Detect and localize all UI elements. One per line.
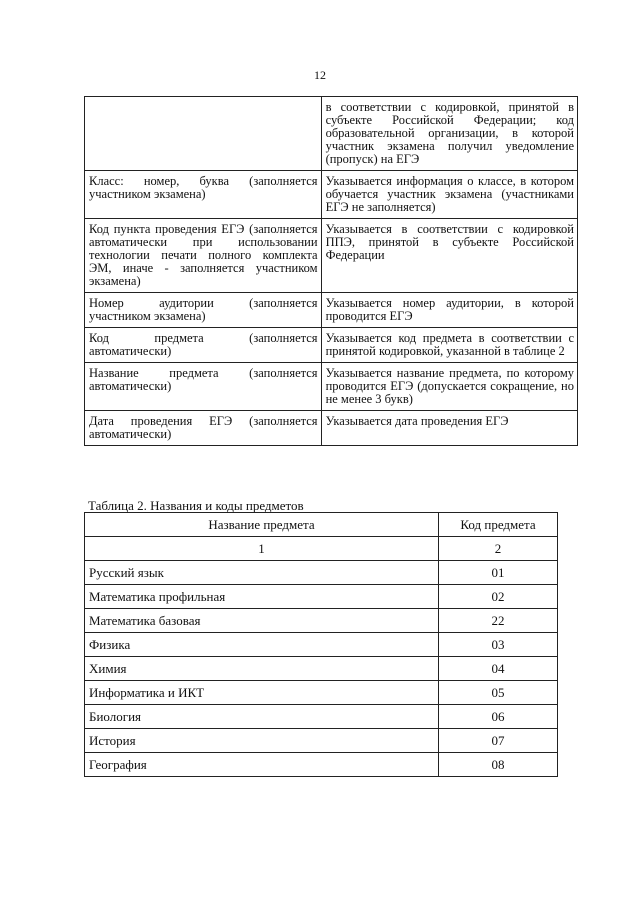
table-row [85, 561, 558, 585]
subject-code-cell: 01 [439, 561, 558, 585]
field-name-cell: Код предмета (заполняется автоматически) [85, 328, 322, 363]
table-row [85, 293, 578, 328]
subject-name-cell: Математика профильная [85, 585, 439, 609]
table-row [85, 171, 578, 219]
field-name-cell: Номер аудитории (заполняется участником экзамена) [85, 293, 322, 328]
table-row [85, 753, 558, 777]
table-row [85, 657, 558, 681]
table-row [85, 411, 578, 446]
subject-code-cell: 03 [439, 633, 558, 657]
subject-name-cell: Математика базовая [85, 609, 439, 633]
field-description-cell: Указывается информация о классе, в котором обучается участник экзамена (участниками ЕГЭ не заполняется) [321, 171, 577, 219]
column-number: 2 [439, 537, 558, 561]
page-number: 12 [314, 68, 326, 82]
subject-name-cell: История [85, 729, 439, 753]
field-description-cell: Указывается в соответствии с кодировкой ППЭ, принятой в субъекте Российской Федерации [321, 219, 577, 293]
subject-name-cell: Биология [85, 705, 439, 729]
table-caption: Таблица 2. Названия и коды предметов [88, 498, 304, 513]
field-name-cell: Дата проведения ЕГЭ (заполняется автоматически) [85, 411, 322, 446]
fields-description-table [84, 96, 578, 446]
field-name-cell: Название предмета (заполняется автоматически) [85, 363, 322, 411]
subject-code-cell: 08 [439, 753, 558, 777]
subjects-codes-table [84, 512, 558, 777]
table-row [85, 609, 558, 633]
subject-name-cell: Русский язык [85, 561, 439, 585]
field-name-cell [85, 97, 322, 171]
column-number: 1 [85, 537, 439, 561]
subject-code-cell: 05 [439, 681, 558, 705]
table-row [85, 633, 558, 657]
subject-code-cell: 06 [439, 705, 558, 729]
field-description-cell: Указывается код предмета в соответствии с принятой кодировкой, указанной в таблице 2 [321, 328, 577, 363]
field-name-cell: Код пункта проведения ЕГЭ (заполняется автоматически при использовании технологии печати полного комплекта ЭМ, иначе - заполняется участником экзамена) [85, 219, 322, 293]
table-row [85, 705, 558, 729]
table-row [85, 681, 558, 705]
table-header-row [85, 513, 558, 537]
subject-name-cell: Химия [85, 657, 439, 681]
subject-name-cell: География [85, 753, 439, 777]
subject-name-cell: Информатика и ИКТ [85, 681, 439, 705]
field-description-cell: Указывается дата проведения ЕГЭ [321, 411, 577, 446]
subject-name-cell: Физика [85, 633, 439, 657]
table-row [85, 363, 578, 411]
table-row [85, 97, 578, 171]
subject-code-cell: 22 [439, 609, 558, 633]
column-number-row [85, 537, 558, 561]
column-header-subject-code: Код предмета [439, 513, 558, 537]
subject-code-cell: 02 [439, 585, 558, 609]
table-row [85, 585, 558, 609]
field-description-cell: Указывается номер аудитории, в которой проводится ЕГЭ [321, 293, 577, 328]
field-description-cell: Указывается название предмета, по которому проводится ЕГЭ (допускается сокращение, но не менее 3 букв) [321, 363, 577, 411]
table-row [85, 328, 578, 363]
table-row [85, 729, 558, 753]
table-row [85, 219, 578, 293]
field-name-cell: Класс: номер, буква (заполняется участником экзамена) [85, 171, 322, 219]
subject-code-cell: 07 [439, 729, 558, 753]
field-description-cell: в соответствии с кодировкой, принятой в субъекте Российской Федерации; код образовательной организации, в которой участник экзамена получил уведомление (пропуск) на ЕГЭ [321, 97, 577, 171]
subject-code-cell: 04 [439, 657, 558, 681]
column-header-subject-name: Название предмета [85, 513, 439, 537]
